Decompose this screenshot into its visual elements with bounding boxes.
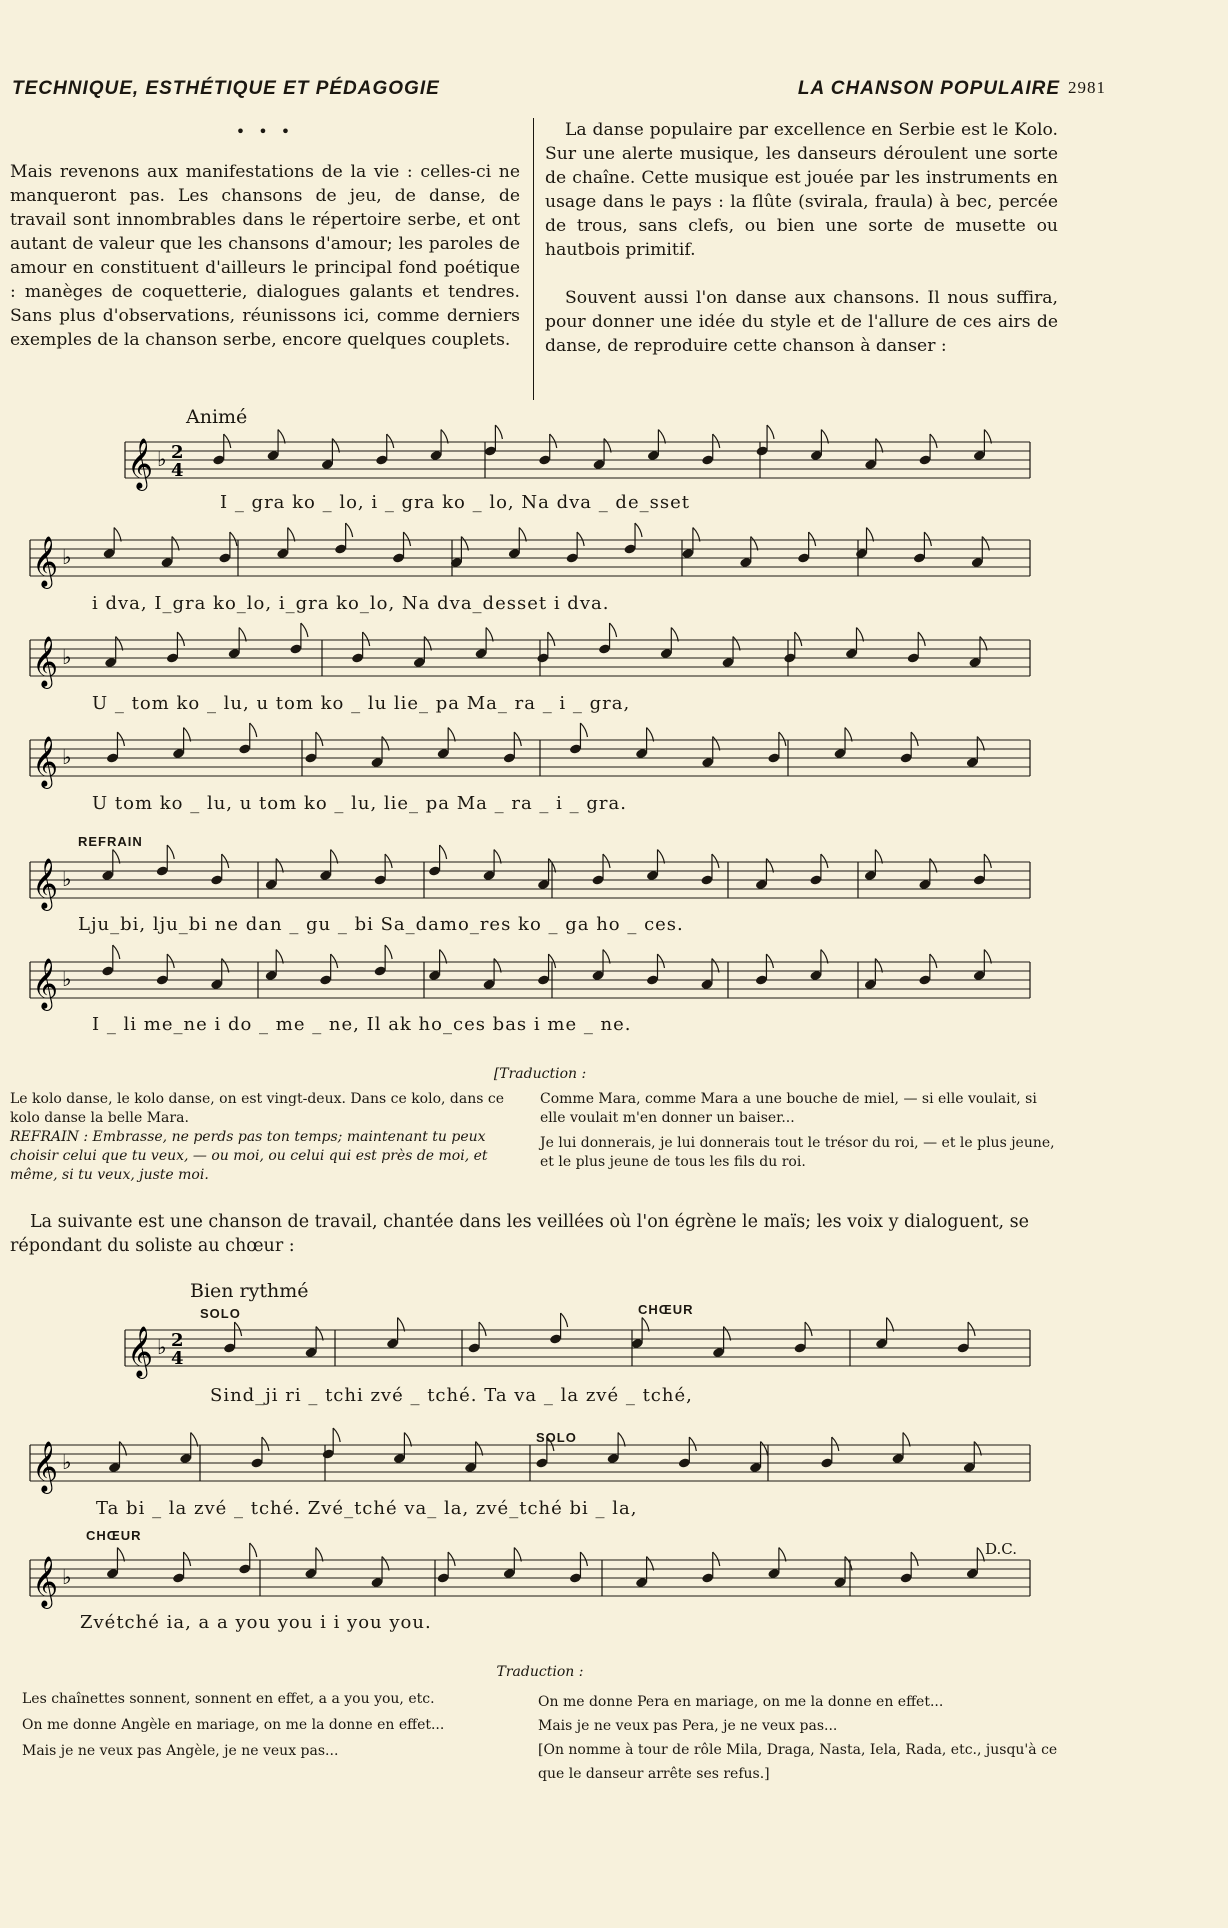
note-flag: [113, 945, 120, 959]
note-flag: [761, 1442, 768, 1456]
note-flag: [809, 532, 816, 546]
note-flag: [845, 1557, 852, 1571]
note-flag: [382, 737, 389, 751]
treble-clef-icon: 𝄞: [32, 1441, 59, 1492]
note-flag: [363, 632, 370, 646]
staff-system: [20, 510, 1040, 600]
lyrics-line-6: I _ li me_ne i do _ me _ ne, Il ak ho_ces bas i me _ ne.: [92, 1014, 632, 1035]
solo-label: SOLO: [200, 1306, 241, 1321]
note-flag: [658, 430, 665, 444]
time-signature: 2: [171, 442, 184, 463]
tempo-marking-anime: Animé: [186, 406, 248, 428]
refrain-label: REFRAIN: [78, 834, 143, 849]
note-flag: [191, 1433, 198, 1447]
note-flag: [603, 854, 610, 868]
note-flag: [494, 959, 501, 973]
time-signature: 4: [171, 460, 184, 481]
running-header: [12, 78, 1106, 106]
flat-icon: ♭: [62, 967, 72, 991]
work-song-lyrics-line-3: Zvétché ia, a a you you i i you you.: [80, 1612, 432, 1633]
note-flag: [332, 439, 339, 453]
translation-2-line: On me donne Angèle en mariage, on me la donne en effet...: [22, 1717, 445, 1733]
flat-icon: ♭: [62, 1450, 72, 1474]
note-flag: [713, 1552, 720, 1566]
translation-1-verse: Je lui donnerais, je lui donnerais tout le trésor du roi, — et le plus jeune, et le plus jeune de tous les fils du roi.: [540, 1135, 1055, 1170]
note-flag: [398, 1318, 405, 1332]
note-flag: [387, 434, 394, 448]
note-flag: [887, 1318, 894, 1332]
note-flag: [642, 1318, 649, 1332]
note-flag: [117, 1548, 124, 1562]
note-flag: [604, 439, 611, 453]
note-flag: [117, 732, 124, 746]
flat-icon: ♭: [157, 447, 167, 471]
right-column-paragraph-2: Souvent aussi l'on danse aux chansons. Il nous suffira, pour donner une idée du style et de l'allure de ces airs de danse, de reproduire cette chanson à danser :: [545, 288, 1058, 356]
treble-clef-icon: 𝄞: [32, 1556, 59, 1607]
note-flag: [250, 723, 257, 737]
note-flag: [404, 532, 411, 546]
note-flag: [832, 1437, 839, 1451]
note-flag: [382, 1557, 389, 1571]
treble-clef-icon: 𝄞: [32, 858, 59, 909]
work-song-lyrics-line-2: Ta bi _ la zvé _ tché. Zvé_tché va_ la, zvé_tché bi _ la,: [96, 1498, 638, 1519]
note-flag: [404, 1433, 411, 1447]
note-flag: [618, 1433, 625, 1447]
translation-2-line: Les chaînettes sonnent, sonnent en effet, a a you you, etc.: [22, 1691, 435, 1707]
note-flag: [903, 1433, 910, 1447]
translation-1-verse: Comme Mara, comme Mara a une bouche de miel, — si elle voulait, si elle voulait m'en donner un baiser...: [540, 1091, 1037, 1126]
note-flag: [441, 430, 448, 444]
treble-clef-icon: 𝄞: [32, 736, 59, 787]
note-flag: [713, 434, 720, 448]
note-flag: [448, 728, 455, 742]
note-flag: [580, 723, 587, 737]
note-flag: [982, 537, 989, 551]
treble-clef-icon: 𝄞: [32, 536, 59, 587]
note-flag: [316, 732, 323, 746]
note-flag: [278, 430, 285, 444]
note-flag: [930, 434, 937, 448]
note-flag: [693, 528, 700, 542]
solo-label: SOLO: [536, 1430, 577, 1445]
note-flag: [224, 434, 231, 448]
note-flag: [276, 950, 283, 964]
note-flag: [239, 628, 246, 642]
note-flag: [184, 728, 191, 742]
note-flag: [924, 532, 931, 546]
note-flag: [276, 859, 283, 873]
treble-clef-icon: 𝄞: [32, 636, 59, 687]
flat-icon: ♭: [62, 745, 72, 769]
note-flag: [113, 850, 120, 864]
work-song-intro: La suivante est une chanson de travail, chantée dans les veillées où l'on égrène le maïs; les voix y dialoguent, se répondant du soliste au chœur :: [10, 1212, 1029, 1256]
note-flag: [331, 850, 338, 864]
note-flag: [519, 528, 526, 542]
staff-system: [115, 1300, 1040, 1390]
note-flag: [766, 954, 773, 968]
note-flag: [116, 637, 123, 651]
note-flag: [288, 528, 295, 542]
lyrics-line-5: Lju_bi, lju_bi ne dan _ gu _ bi Sa_damo_res ko _ ga ho _ ces.: [78, 914, 684, 935]
note-flag: [184, 1552, 191, 1566]
note-flag: [767, 425, 774, 439]
translation-2-right: [538, 1690, 1058, 1786]
note-flag: [845, 728, 852, 742]
translation-1-right: [540, 1090, 1060, 1172]
note-flag: [514, 1548, 521, 1562]
note-flag: [479, 1322, 486, 1336]
translation-1-left: [10, 1090, 515, 1185]
lyrics-line-4: U tom ko _ lu, u tom ko _ lu, lie_ pa Ma _ ra _ i _ gra.: [92, 793, 627, 814]
note-flag: [119, 1442, 126, 1456]
note-flag: [222, 959, 229, 973]
note-flag: [766, 859, 773, 873]
staff-system: [115, 412, 1040, 502]
choeur-label: CHŒUR: [638, 1302, 694, 1317]
dc-label: D.C.: [985, 1540, 1017, 1558]
right-column-paragraph-1: La danse populaire par excellence en Serbie est le Kolo. Sur une alerte musique, les danseurs déroulent une sorte de chaîne. Cette musique est jouée par les instruments en usage dans le pays : la flûte (svirala, fraula) à bec, percée de trous, sans clefs, ou bien une sorte de musette ou hautbois primitif.: [545, 120, 1058, 260]
note-flag: [550, 434, 557, 448]
staff-system: [20, 1530, 1040, 1620]
staff-system: [20, 1415, 1040, 1505]
note-flag: [262, 1437, 269, 1451]
note-flag: [779, 1548, 786, 1562]
note-flag: [167, 954, 174, 968]
translation-2-left: [22, 1686, 522, 1764]
work-song-lyrics-line-1: Sind_ji ri _ tchi zvé _ tché. Ta va _ la zvé _ tché,: [210, 1385, 693, 1406]
note-flag: [476, 1442, 483, 1456]
note-flag: [911, 1552, 918, 1566]
note-flag: [440, 950, 447, 964]
note-flag: [856, 628, 863, 642]
column-divider: [533, 118, 534, 400]
note-flag: [461, 537, 468, 551]
note-flag: [875, 850, 882, 864]
note-flag: [751, 537, 758, 551]
note-flag: [930, 954, 937, 968]
note-flag: [114, 528, 121, 542]
note-flag: [930, 859, 937, 873]
note-flag: [821, 430, 828, 444]
note-flag: [448, 1552, 455, 1566]
note-flag: [984, 430, 991, 444]
flat-icon: ♭: [62, 1565, 72, 1589]
note-flag: [689, 1437, 696, 1451]
note-flag: [440, 845, 447, 859]
note-flag: [230, 532, 237, 546]
flat-icon: ♭: [62, 867, 72, 891]
note-flag: [875, 959, 882, 973]
flat-icon: ♭: [62, 645, 72, 669]
left-column-text: Mais revenons aux manifestations de la vie : celles-ci ne manqueront pas. Les chansons de jeu, de danse, de travail sont innombrables dans le répertoire serbe, et ont autant de valeur que les chansons d'amour; les paroles de amour en constituent d'ailleurs le principal fond poétique : manèges de coquetterie, dialogues galants et tendres. Sans plus d'observations, réunissons ici, comme derniers exemples de la chanson serbe, encore quelques couplets.: [10, 162, 520, 350]
translation-title-1: [Traduction :: [493, 1066, 587, 1082]
note-flag: [548, 632, 555, 646]
note-flag: [222, 854, 229, 868]
translation-title-2: Traduction :: [496, 1664, 584, 1680]
note-flag: [974, 1442, 981, 1456]
note-flag: [610, 623, 617, 637]
time-signature: 4: [171, 1348, 184, 1369]
translation-1-refrain: REFRAIN : Embrasse, ne perds pas ton temps; maintenant tu peux choisir celui que tu veux, — ou moi, ou celui qui est près de moi, et même, si tu veux, juste moi.: [10, 1129, 488, 1183]
note-flag: [984, 950, 991, 964]
note-flag: [385, 854, 392, 868]
note-flag: [867, 528, 874, 542]
choeur-label: CHŒUR: [86, 1528, 142, 1543]
note-flag: [316, 1327, 323, 1341]
note-flag: [657, 954, 664, 968]
translation-2-line: On me donne Pera en mariage, on me la donne en effet...: [538, 1694, 944, 1710]
treble-clef-icon: 𝄞: [127, 1326, 154, 1377]
note-flag: [494, 850, 501, 864]
lyrics-line-3: U _ tom ko _ lu, u tom ko _ lu lie_ pa Ma_ ra _ i _ gra,: [92, 693, 631, 714]
note-flag: [495, 425, 502, 439]
note-flag: [167, 845, 174, 859]
note-flag: [821, 950, 828, 964]
note-flag: [712, 854, 719, 868]
note-flag: [876, 439, 883, 453]
lyrics-line-2: i dva, I_gra ko_lo, i_gra ko_lo, Na dva_desset i dva.: [92, 593, 610, 614]
note-flag: [671, 628, 678, 642]
note-flag: [547, 1437, 554, 1451]
note-flag: [724, 1327, 731, 1341]
note-flag: [346, 523, 353, 537]
note-flag: [250, 1543, 257, 1557]
lyrics-line-1: I _ gra ko _ lo, i _ gra ko _ lo, Na dva _ de_sset: [220, 492, 690, 513]
header-left-title: TECHNIQUE, ESTHÉTIQUE ET PÉDAGOGIE: [12, 78, 440, 99]
note-flag: [333, 1428, 340, 1442]
note-flag: [980, 637, 987, 651]
note-flag: [779, 732, 786, 746]
note-flag: [977, 1548, 984, 1562]
staff-system: [20, 710, 1040, 800]
note-flag: [316, 1548, 323, 1562]
note-flag: [177, 632, 184, 646]
staff-system: [20, 832, 1040, 922]
time-signature: 2: [171, 1330, 184, 1351]
note-flag: [647, 728, 654, 742]
page-number: 2981: [1068, 78, 1106, 97]
note-flag: [577, 532, 584, 546]
note-flag: [635, 523, 642, 537]
note-flag: [603, 950, 610, 964]
note-flag: [821, 854, 828, 868]
note-flag: [805, 1322, 812, 1336]
translation-1-verse: Le kolo danse, le kolo danse, on est vingt-deux. Dans ce kolo, dans ce kolo danse la belle Mara.: [10, 1091, 504, 1126]
note-flag: [657, 850, 664, 864]
note-flag: [580, 1552, 587, 1566]
section-separator: • • •: [235, 122, 295, 141]
translation-2-line: [On nomme à tour de rôle Mila, Draga, Nasta, Iela, Rada, etc., jusqu'à ce que le danseur arrête ses refus.]: [538, 1742, 1058, 1782]
note-flag: [301, 623, 308, 637]
note-flag: [918, 632, 925, 646]
note-flag: [424, 637, 431, 651]
note-flag: [968, 1322, 975, 1336]
tempo-marking-bien-rythme: Bien rythmé: [190, 1280, 309, 1302]
note-flag: [331, 954, 338, 968]
note-flag: [713, 737, 720, 751]
note-flag: [385, 945, 392, 959]
note-flag: [984, 854, 991, 868]
note-flag: [561, 1313, 568, 1327]
note-flag: [647, 1557, 654, 1571]
note-flag: [712, 959, 719, 973]
note-flag: [977, 737, 984, 751]
staff-system: [20, 932, 1040, 1022]
note-flag: [172, 537, 179, 551]
treble-clef-icon: 𝄞: [127, 438, 154, 489]
translation-2-line: Mais je ne veux pas Pera, je ne veux pas...: [538, 1718, 838, 1734]
flat-icon: ♭: [157, 1335, 167, 1359]
staff-system: [20, 610, 1040, 700]
header-right-title: LA CHANSON POPULAIRE: [797, 78, 1060, 99]
note-flag: [795, 632, 802, 646]
note-flag: [235, 1322, 242, 1336]
note-flag: [911, 732, 918, 746]
note-flag: [514, 732, 521, 746]
note-flag: [733, 637, 740, 651]
translation-2-line: Mais je ne veux pas Angèle, je ne veux pas...: [22, 1743, 339, 1759]
flat-icon: ♭: [62, 545, 72, 569]
note-flag: [486, 628, 493, 642]
treble-clef-icon: 𝄞: [32, 958, 59, 1009]
